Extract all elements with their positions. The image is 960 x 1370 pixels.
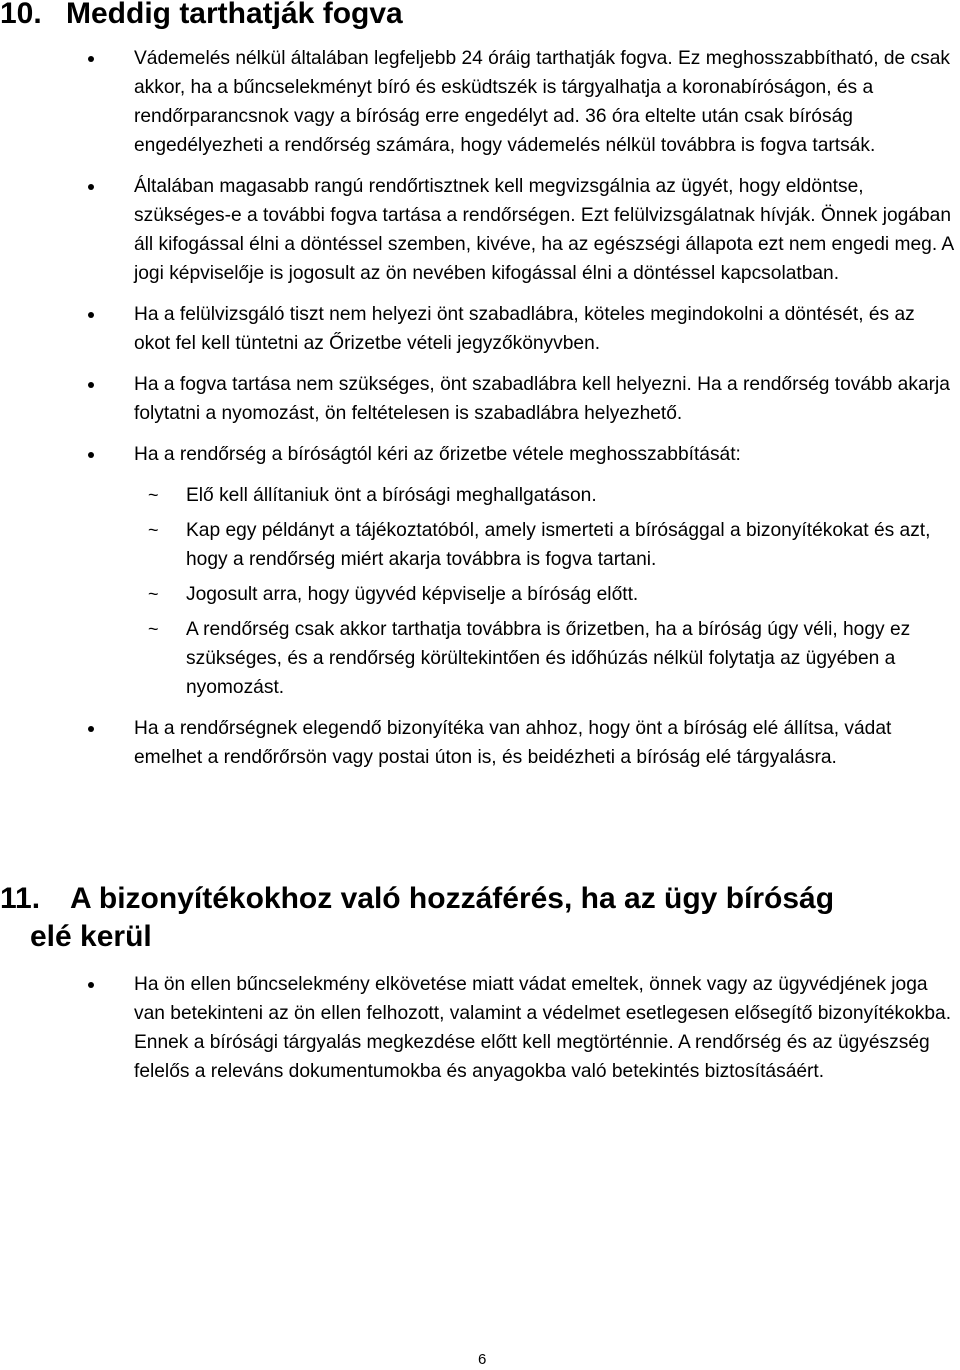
- sub-list-item-text: A rendőrség csak akkor tarthatja továbbra is őrizetben, ha a bíróság úgy véli, hogy ez szükséges, és a rendőrség körültekintően és időhúzás nélkül folytatja az ügyében a nyomozást.: [186, 619, 911, 698]
- bullet-icon: [88, 452, 94, 458]
- tilde-bullet-icon: ~: [148, 584, 159, 604]
- sub-list-item: [134, 615, 954, 702]
- list-item: [0, 440, 954, 702]
- section-11-number: 11.: [0, 882, 41, 915]
- list-item-text: Általában magasabb rangú rendőrtisztnek kell megvizsgálnia az ügyét, hogy eldöntse, szükséges-e a további fogva tartása a rendőrségen. Ezt felülvizsgálatnak hívják. Önnek jogában áll kifogással élni a döntéssel szemben, kivéve, ha az egészségi állapota ezt nem engedi meg. A jogi képviselője is jogosult az ön nevében kifogással élni a döntéssel kapcsolatban.: [134, 176, 954, 284]
- sub-list-item: [134, 481, 954, 510]
- tilde-bullet-icon: ~: [148, 485, 159, 505]
- list-item: [0, 300, 954, 358]
- section-11-title-line-1: A bizonyítékokhoz való hozzáférés, ha az ügy bíróság: [70, 882, 835, 915]
- sub-list-item-text: Elő kell állítaniuk önt a bírósági meghallgatáson.: [186, 485, 597, 506]
- list-item: [0, 970, 954, 1086]
- sub-list-item-text: Jogosult arra, hogy ügyvéd képviselje a bíróság előtt.: [186, 584, 639, 605]
- sub-list-item: [134, 516, 954, 574]
- section-10-number: 10.: [0, 0, 42, 30]
- sub-list-item: [134, 580, 954, 609]
- list-item-text: Ha ön ellen bűncselekmény elkövetése miatt vádat emeltek, önnek vagy az ügyvédjének joga van betekinteni az ön ellen felhozott, valamint a védelmet esetlegesen elősegítő bizonyítékokba. Ennek a bírósági tárgyalás megkezdése előtt kell megtörténnie. A rendőrség és az ügyészség felelős a releváns dokumentumokba és anyagokba való betekintés biztosításáért.: [134, 974, 952, 1082]
- section-11-title-line-2: elé kerül: [30, 920, 152, 953]
- sub-list: [134, 481, 954, 702]
- section-10-heading: [0, 0, 403, 33]
- list-item-text: Vádemelés nélkül általában legfeljebb 24 óráig tarthatják fogva. Ez meghosszabbítható, de csak akkor, ha a bűncselekményt bíró és esküdtszék is tárgyalhatja a koronabíróságon, és a rendőrparancsnok vagy a bíróság erre engedélyt ad. 36 óra eltelte után csak bíróság engedélyezheti a rendőrség számára, hogy vádemelés nélkül továbbra is fogva tartsák.: [134, 48, 950, 156]
- section-11-list: [0, 970, 960, 1098]
- list-item-text: Ha a rendőrség a bíróságtól kéri az őrizetbe vétele meghosszabbítását:: [134, 444, 741, 465]
- list-item-text: Ha a fogva tartása nem szükséges, önt szabadlábra kell helyezni. Ha a rendőrség tovább akarja folytatni a nyomozást, ön feltételesen is szabadlábra helyezhető.: [134, 374, 950, 424]
- section-10-list: [0, 44, 960, 784]
- bullet-icon: [88, 382, 94, 388]
- bullet-icon: [88, 184, 94, 190]
- bullet-icon: [88, 726, 94, 732]
- list-item: [0, 714, 954, 772]
- list-item: [0, 370, 954, 428]
- section-10-title: Meddig tarthatják fogva: [66, 0, 403, 30]
- list-item: [0, 172, 954, 288]
- section-11-heading: [0, 880, 940, 956]
- list-item-text: Ha a rendőrségnek elegendő bizonyítéka van ahhoz, hogy önt a bíróság elé állítsa, vádat emelhet a rendőrőrsön vagy postai úton is, és beidézheti a bíróság elé tárgyalásra.: [134, 718, 892, 768]
- bullet-icon: [88, 56, 94, 62]
- list-item: [0, 44, 954, 160]
- bullet-icon: [88, 312, 94, 318]
- tilde-bullet-icon: ~: [148, 520, 159, 540]
- list-item-text: Ha a felülvizsgáló tiszt nem helyezi önt szabadlábra, köteles megindokolni a döntését, és az okot fel kell tüntetni az Őrizetbe vételi jegyzőkönyvben.: [134, 304, 915, 354]
- bullet-icon: [88, 982, 94, 988]
- page-number: 6: [478, 1351, 487, 1368]
- tilde-bullet-icon: ~: [148, 619, 159, 639]
- sub-list-item-text: Kap egy példányt a tájékoztatóból, amely ismerteti a bírósággal a bizonyítékokat és azt, hogy a rendőrség miért akarja továbbra is fogva tartani.: [186, 520, 931, 570]
